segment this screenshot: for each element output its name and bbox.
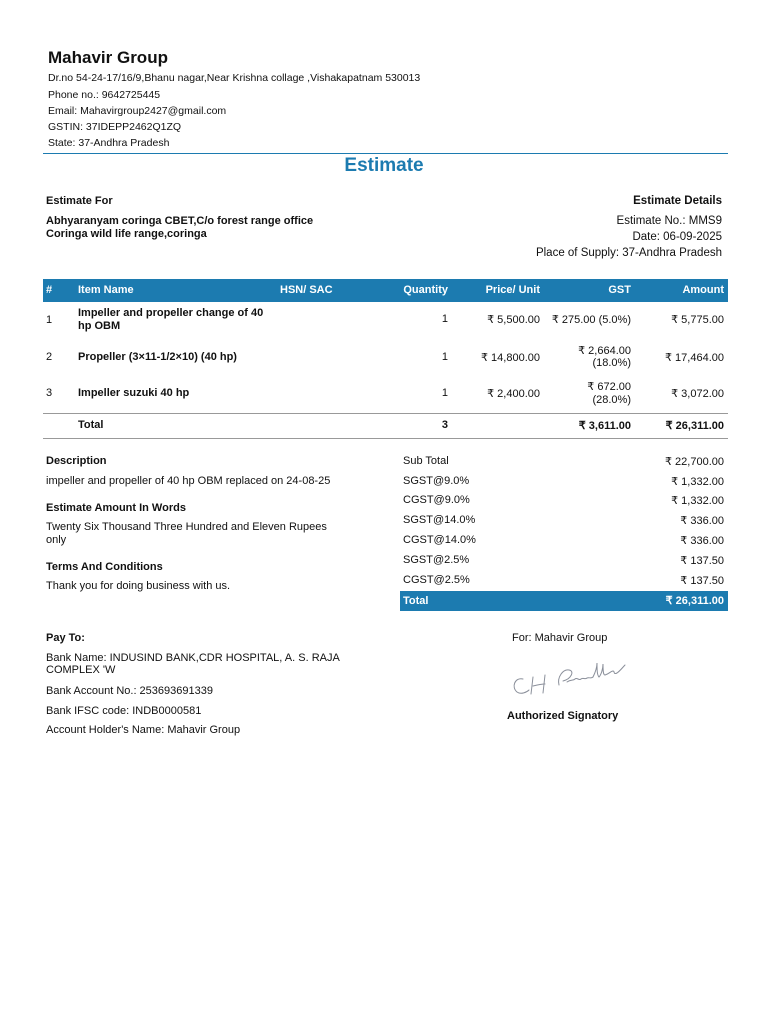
amount-words-heading: Estimate Amount In Words	[46, 502, 186, 514]
table-bottom-divider	[43, 438, 728, 439]
customer-line-2: Coringa wild life range,coringa	[46, 228, 207, 240]
table-divider	[43, 413, 728, 414]
items-table-header	[43, 279, 728, 302]
company-gstin: GSTIN: 37IDEPP2462Q1ZQ	[48, 121, 182, 133]
grand-total-value: ₹ 26,311.00	[665, 595, 724, 607]
bank-name-line-2: COMPLEX 'W	[46, 664, 116, 676]
summary-value: ₹ 137.50	[680, 575, 724, 587]
company-name: Mahavir Group	[48, 48, 168, 67]
summary-label: CGST@9.0%	[403, 494, 470, 506]
row-gst-rate: (28.0%)	[592, 394, 631, 406]
summary-label: SGST@9.0%	[403, 475, 470, 487]
estimate-number: Estimate No.: MMS9	[616, 215, 722, 227]
estimate-for-heading: Estimate For	[46, 195, 113, 207]
summary-value: ₹ 336.00	[680, 515, 724, 527]
company-phone: Phone no.: 9642725445	[48, 89, 161, 101]
estimate-date: Date: 06-09-2025	[632, 231, 722, 243]
description-text: impeller and propeller of 40 hp OBM replaced on 24-08-25	[46, 475, 331, 487]
row-item-name-cont: hp OBM	[78, 320, 121, 332]
row-item-name: Propeller (3×11-1/2×10) (40 hp)	[78, 351, 237, 363]
summary-label: SGST@2.5%	[403, 554, 470, 566]
summary-label: CGST@2.5%	[403, 574, 470, 586]
col-quantity: Quantity	[403, 284, 448, 296]
company-email: Email: Mahavirgroup2427@gmail.com	[48, 105, 227, 117]
row-gst: ₹ 672.00	[587, 381, 631, 393]
col-item: Item Name	[78, 284, 134, 296]
amount-words-line-1: Twenty Six Thousand Three Hundred and Eleven Rupees	[46, 521, 327, 533]
row-amount: ₹ 17,464.00	[665, 352, 724, 364]
bank-ifsc: Bank IFSC code: INDB0000581	[46, 705, 202, 717]
place-of-supply: Place of Supply: 37-Andhra Pradesh	[535, 247, 722, 259]
amount-words-line-2: only	[46, 534, 67, 546]
col-gst: GST	[608, 284, 631, 296]
summary-value: ₹ 336.00	[680, 535, 724, 547]
row-price: ₹ 2,400.00	[487, 388, 540, 400]
summary-value: ₹ 1,332.00	[671, 476, 724, 488]
estimate-details-heading: Estimate Details	[633, 195, 722, 207]
authorized-signatory: Authorized Signatory	[507, 710, 619, 722]
col-price: Price/ Unit	[485, 284, 540, 296]
row-item-name: Impeller and propeller change of 40	[78, 307, 264, 319]
row-price: ₹ 5,500.00	[487, 314, 540, 326]
row-gst: ₹ 275.00 (5.0%)	[551, 314, 631, 326]
row-gst-rate: (18.0%)	[592, 357, 631, 369]
bank-account: Bank Account No.: 253693691339	[46, 685, 213, 697]
grand-total-label: Total	[403, 595, 429, 607]
summary-label: CGST@14.0%	[403, 534, 476, 546]
col-amount: Amount	[682, 284, 724, 296]
row-num: 2	[46, 351, 53, 363]
grand-total-bar	[400, 591, 728, 611]
signatory-for: For: Mahavir Group	[512, 632, 608, 644]
terms-text: Thank you for doing business with us.	[46, 580, 231, 592]
bank-name-line-1: Bank Name: INDUSIND BANK,CDR HOSPITAL, A. S. RAJA	[46, 652, 340, 664]
row-qty: 1	[441, 387, 448, 399]
summary-label: SGST@14.0%	[403, 514, 476, 526]
col-num: #	[46, 284, 53, 296]
summary-value: ₹ 137.50	[680, 555, 724, 567]
customer-line-1: Abhyaranyam coringa CBET,C/o forest range office	[46, 215, 314, 227]
summary-label: Sub Total	[403, 455, 449, 467]
row-item-name: Impeller suzuki 40 hp	[78, 387, 190, 399]
total-gst: ₹ 3,611.00	[578, 420, 631, 432]
row-price: ₹ 14,800.00	[481, 352, 540, 364]
row-qty: 1	[441, 313, 448, 325]
row-gst: ₹ 2,664.00	[578, 345, 631, 357]
row-num: 1	[46, 314, 53, 326]
header-divider	[43, 153, 728, 154]
total-amount: ₹ 26,311.00	[665, 420, 724, 432]
total-qty: 3	[441, 419, 448, 431]
account-holder: Account Holder's Name: Mahavir Group	[46, 724, 241, 736]
row-num: 3	[46, 387, 53, 399]
pay-to-heading: Pay To:	[46, 632, 85, 644]
summary-value: ₹ 1,332.00	[671, 495, 724, 507]
company-state: State: 37-Andhra Pradesh	[48, 137, 170, 149]
handwritten-signature	[505, 655, 635, 700]
summary-value: ₹ 22,700.00	[665, 456, 724, 468]
total-label: Total	[78, 419, 104, 431]
company-address: Dr.no 54-24-17/16/9,Bhanu nagar,Near Krishna collage ,Vishakapatnam 530013	[48, 72, 421, 84]
description-heading: Description	[46, 455, 107, 467]
row-amount: ₹ 3,072.00	[671, 388, 724, 400]
terms-heading: Terms And Conditions	[46, 561, 163, 573]
document-title: Estimate	[344, 155, 424, 176]
row-amount: ₹ 5,775.00	[671, 314, 724, 326]
row-qty: 1	[441, 351, 448, 363]
col-hsn: HSN/ SAC	[280, 284, 333, 296]
